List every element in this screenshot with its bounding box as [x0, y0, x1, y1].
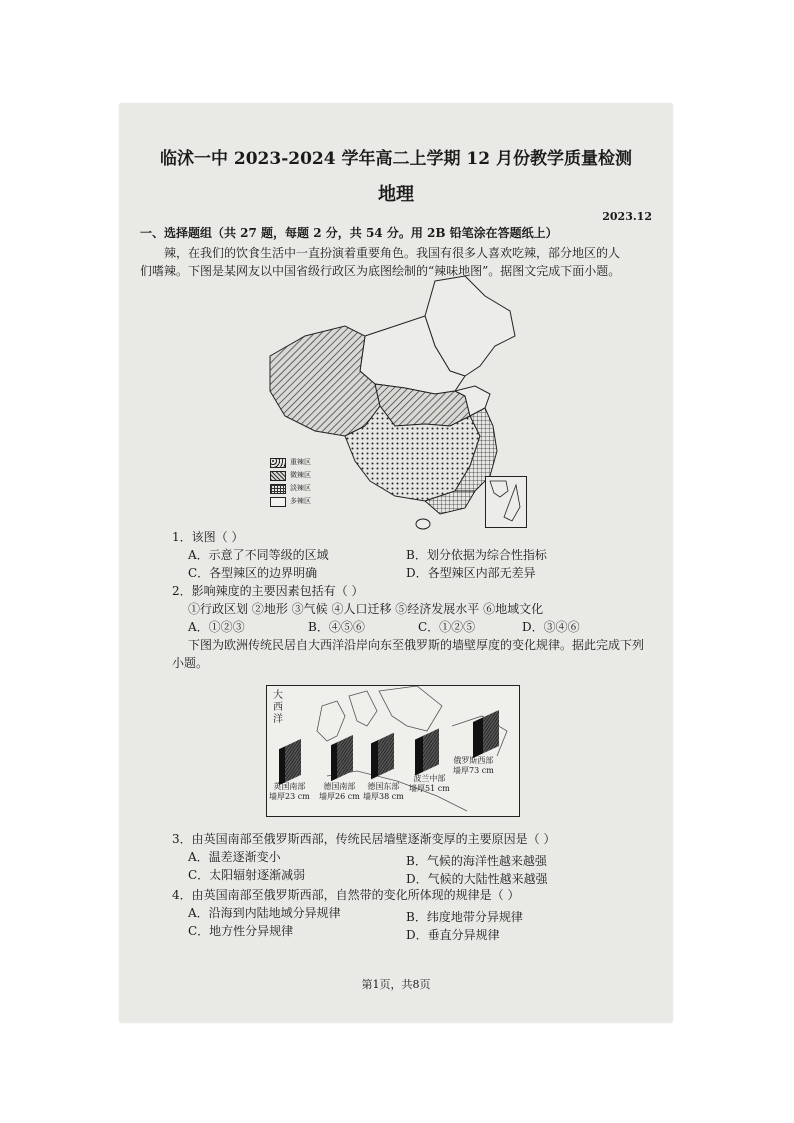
wall-label-russia: [453, 756, 494, 776]
wall-region: 英国南部: [273, 782, 306, 791]
west-mild-region: [270, 326, 380, 436]
wall-thickness: 墙厚26 cm: [319, 792, 360, 801]
wall-thickness: 墙厚73 cm: [453, 766, 494, 775]
hatch-pattern-icon: [270, 471, 286, 481]
wall-thickness: 墙厚38 cm: [363, 792, 404, 801]
q3-option-c: C．太阳辐射逐渐减弱: [188, 868, 306, 882]
wall-label-east-germany: [363, 782, 404, 802]
q2-factors: ①行政区划 ②地形 ③气候 ④人口迁移 ⑤经济发展水平 ⑥地域文化: [188, 602, 544, 616]
wall-label-poland: [409, 774, 450, 794]
q1-stem: 1．该图（ ）: [172, 530, 244, 544]
legend-label: 淡辣区: [290, 484, 311, 492]
q3-option-a: A．温差逐渐变小: [188, 850, 281, 864]
map-legend: [270, 456, 330, 516]
south-china-sea-inset: [485, 476, 527, 528]
passage1-line1: 辣，在我们的饮食生活中一直扮演着重要角色。我国有很多人喜欢吃辣，部分地区的人: [164, 246, 621, 260]
wall-label-uk: [269, 782, 310, 802]
q4-option-a: A．沿海到内陆地域分异规律: [188, 906, 341, 920]
legend-label: 微辣区: [290, 471, 311, 479]
q1-option-a: A．示意了不同等级的区域: [188, 548, 329, 562]
q2-option-c: C．①②⑤: [418, 620, 476, 634]
q3-option-d: D．气候的大陆性越来越强: [406, 872, 548, 886]
q1-option-b: B．划分依据为综合性指标: [406, 548, 547, 562]
page-number: 第1页，共8页: [361, 978, 431, 991]
ocean-char: 洋: [273, 714, 283, 725]
q2-stem: 2．影响辣度的主要因素包括有（ ）: [172, 584, 364, 598]
subject-title: 地理: [378, 184, 414, 205]
passage2-line1: 下图为欧洲传统民居自大西洋沿岸向东至俄罗斯的墙壁厚度的变化规律。据此完成下列: [188, 638, 645, 652]
inset-map: [486, 477, 526, 527]
wall-region: 波兰中部: [413, 774, 446, 783]
atlantic-label: [273, 690, 283, 726]
blank-pattern-icon: [270, 497, 286, 507]
wall-region: 德国东部: [367, 782, 400, 791]
passage1-line2: 们嗜辣。下图是某网友以中国省级行政区为底图绘制的“辣味地图”。据图文完成下面小题。: [140, 264, 621, 278]
passage2-line2: 小题。: [172, 656, 209, 670]
grid-pattern-icon: [270, 484, 286, 494]
q3-option-b: B．气候的海洋性越来越强: [406, 854, 547, 868]
section-heading: 一、选择题组（共 27 题，每题 2 分，共 54 分。用 2B 铅笔涂在答题纸上）: [140, 226, 558, 240]
wall-region: 德国南部: [323, 782, 356, 791]
q4-option-d: D．垂直分异规律: [406, 928, 500, 942]
q2-option-d: D．③④⑥: [522, 620, 580, 634]
q2-option-a: A．①②③: [188, 620, 245, 634]
wall-thickness: 墙厚51 cm: [409, 784, 450, 793]
wall-label-south-germany: [319, 782, 360, 802]
legend-label: 多辣区: [290, 497, 311, 505]
exam-title: 临沭一中 2023-2024 学年高二上学期 12 月份教学质量检测: [159, 149, 632, 169]
q4-stem: 4．由英国南部至俄罗斯西部，自然带的变化所体现的规律是（ ）: [172, 888, 520, 902]
exam-paper: [120, 104, 672, 1022]
q4-option-b: B．纬度地带分异规律: [406, 910, 523, 924]
q3-stem: 3．由英国南部至俄罗斯西部，传统民居墙壁逐渐变厚的主要原因是（ ）: [172, 832, 556, 846]
wall-thickness: 墙厚23 cm: [269, 792, 310, 801]
wall-thickness-figure: [266, 685, 520, 817]
ocean-char: 大: [273, 690, 283, 701]
hainan-island: [416, 519, 430, 529]
q4-option-c: C．地方性分异规律: [188, 924, 294, 938]
wall-region: 俄罗斯西部: [453, 756, 494, 765]
ocean-char: 西: [273, 702, 283, 713]
dots-pattern-icon: [270, 458, 286, 468]
legend-label: 重辣区: [290, 458, 311, 466]
q1-option-d: D．各型辣区内部无差异: [406, 566, 536, 580]
q1-option-c: C．各型辣区的边界明确: [188, 566, 318, 580]
q2-option-b: B．④⑤⑥: [308, 620, 365, 634]
exam-date: 2023.12: [602, 210, 652, 223]
